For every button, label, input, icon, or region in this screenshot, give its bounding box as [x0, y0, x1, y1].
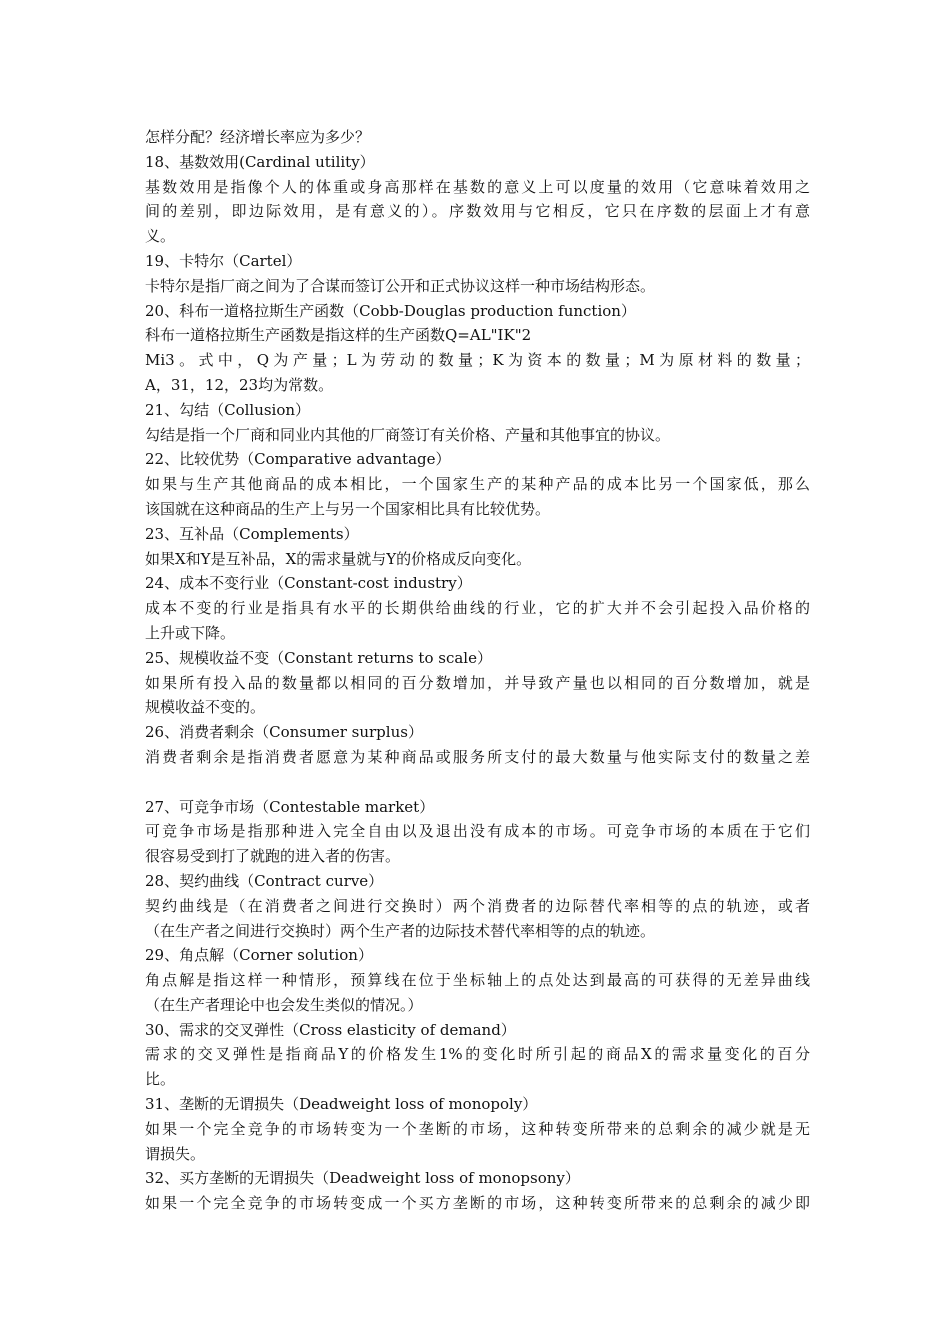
paragraph-line: 规模收益不变的。 [145, 698, 266, 717]
term-heading: 32、买方垄断的无谓损失（Deadweight loss of monopsony） [145, 1169, 580, 1188]
term-heading: 23、互补品（Complements） [145, 524, 359, 543]
term-heading: 22、比较优势（Comparative advantage） [145, 450, 451, 469]
paragraph-line: 如果一个完全竞争的市场转变成一个买方垄断的市场，这种转变所带来的总剩余的减少即 [145, 1194, 810, 1213]
term-heading: 25、规模收益不变（Constant returns to scale） [145, 648, 492, 667]
term-heading: 26、消费者剩余（Consumer surplus） [145, 723, 423, 742]
paragraph-line: 义。 [145, 227, 176, 246]
paragraph-line: Mi3。式中，Q为产量；L为劳动的数量；K为资本的数量；M为原材料的数量； [145, 351, 810, 370]
blank-line [145, 770, 810, 795]
paragraph-line: 科布一道格拉斯生产函数是指这样的生产函数Q=AL"IK"2 [145, 326, 532, 345]
paragraph-line: A，31，12，23均为常数。 [145, 375, 334, 394]
paragraph-line: 基数效用是指像个人的体重或身高那样在基数的意义上可以度量的效用（它意味着效用之 [145, 177, 810, 196]
paragraph-line: 如果X和Y是互补品，X的需求量就与Y的价格成反向变化。 [145, 549, 532, 568]
paragraph-line: 卡特尔是指厂商之间为了合谋而签订公开和正式协议这样一种市场结构形态。 [145, 276, 656, 295]
term-heading: 24、成本不变行业（Constant-cost industry） [145, 574, 472, 593]
paragraph-line: 间的差别，即边际效用，是有意义的）。序数效用与它相反，它只在序数的层面上才有意 [145, 202, 810, 221]
term-heading: 20、科布一道格拉斯生产函数（Cobb-Douglas production function） [145, 301, 636, 320]
term-heading: 19、卡特尔（Cartel） [145, 251, 302, 270]
paragraph-line: 谓损失。 [145, 1144, 206, 1163]
paragraph-line: （在生产者之间进行交换时）两个生产者的边际技术替代率相等的点的轨迹。 [145, 921, 656, 940]
paragraph-line: 比。 [145, 1070, 176, 1089]
paragraph-line: 很容易受到打了就跑的进入者的伤害。 [145, 847, 401, 866]
paragraph-line: 该国就在这种商品的生产上与另一个国家相比具有比较优势。 [145, 499, 551, 518]
paragraph-line: 怎样分配？经济增长率应为多少？ [145, 128, 371, 146]
term-heading: 21、勾结（Collusion） [145, 400, 311, 419]
paragraph-line: 契约曲线是（在消费者之间进行交换时）两个消费者的边际替代率相等的点的轨迹，或者 [145, 896, 810, 915]
paragraph-line: 成本不变的行业是指具有水平的长期供给曲线的行业，它的扩大并不会引起投入品价格的 [145, 599, 810, 618]
term-heading: 29、角点解（Corner solution） [145, 946, 373, 965]
paragraph-line: 消费者剩余是指消费者愿意为某种商品或服务所支付的最大数量与他实际支付的数量之差 [145, 747, 810, 766]
paragraph-line: 角点解是指这样一种情形，预算线在位于坐标轴上的点处达到最高的可获得的无差异曲线 [145, 971, 810, 990]
term-heading: 30、需求的交叉弹性（Cross elasticity of demand） [145, 1020, 516, 1039]
paragraph-line: 如果所有投入品的数量都以相同的百分数增加，并导致产量也以相同的百分数增加，就是 [145, 673, 810, 692]
document-page [145, 125, 810, 1216]
term-heading: 18、基数效用(Cardinal utility） [145, 152, 375, 171]
term-heading: 28、契约曲线（Contract curve） [145, 871, 384, 890]
paragraph-line: （在生产者理论中也会发生类似的情况。） [145, 995, 423, 1014]
paragraph-line: 勾结是指一个厂商和同业内其他的厂商签订有关价格、产量和其他事宜的协议。 [145, 425, 671, 444]
paragraph-line: 需求的交叉弹性是指商品Y的价格发生1%的变化时所引起的商品X的需求量变化的百分 [145, 1045, 810, 1064]
term-heading: 31、垄断的无谓损失（Deadweight loss of monopoly） [145, 1095, 538, 1114]
paragraph-line: 上升或下降。 [145, 623, 236, 642]
paragraph-line: 如果与生产其他商品的成本相比，一个国家生产的某种产品的成本比另一个国家低，那么 [145, 475, 810, 494]
term-heading: 27、可竞争市场（Contestable market） [145, 797, 435, 816]
paragraph-line: 如果一个完全竞争的市场转变为一个垄断的市场，这种转变所带来的总剩余的减少就是无 [145, 1119, 810, 1138]
paragraph-line: 可竞争市场是指那种进入完全自由以及退出没有成本的市场。可竞争市场的本质在于它们 [145, 822, 810, 841]
